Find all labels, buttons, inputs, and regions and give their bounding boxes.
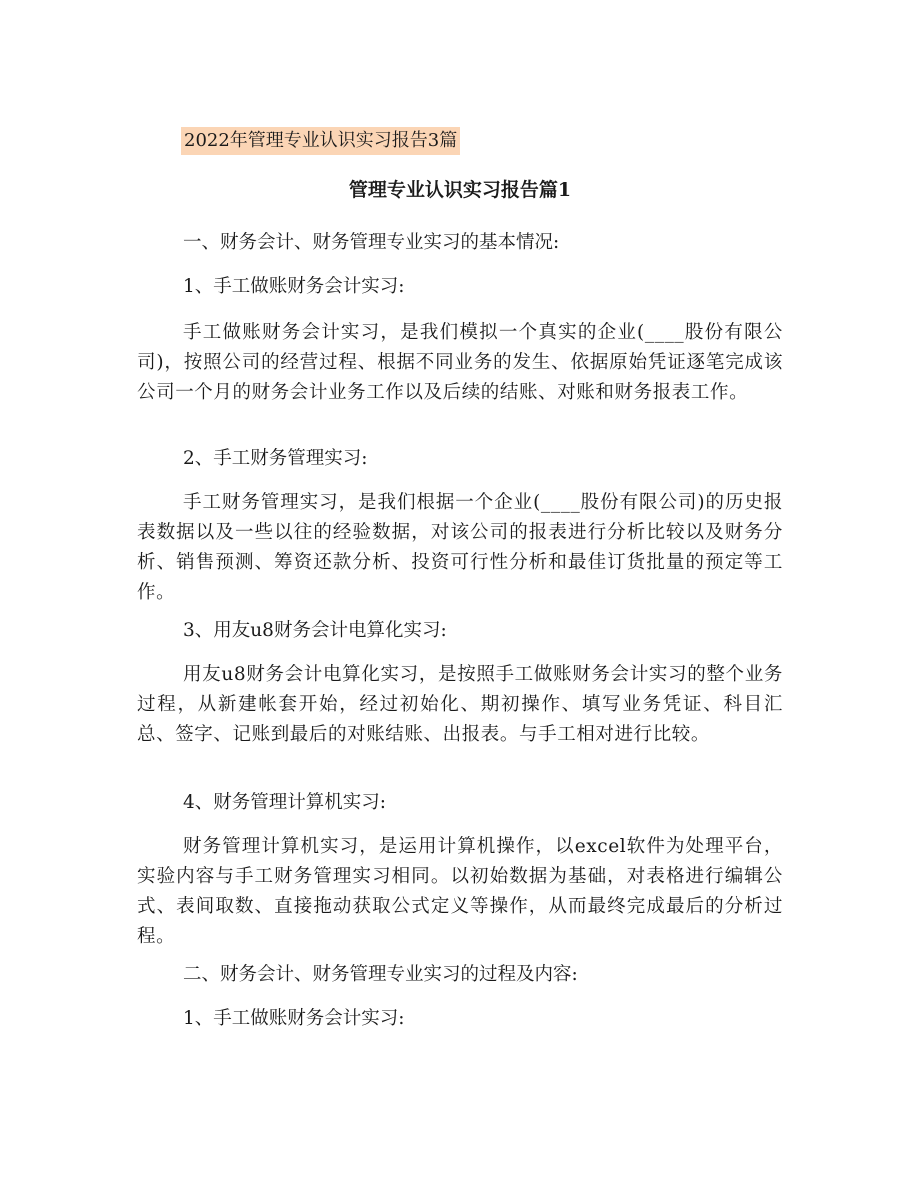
subheading-manual-accounting-2: 1、手工做账财务会计实习: [183,1008,405,1029]
paragraph-manual-finance: 手工财务管理实习，是我们根据一个企业(____股份有限公司)的历史报表数据以及一些以往的经验数据，对该公司的报表进行分析比较以及财务分析、销售预测、筹资还款分析、投资可行性分析和最佳订货批量的预定等工作。 [137,492,783,603]
heading-process-content: 二、财务会计、财务管理专业实习的过程及内容: [183,964,578,985]
document-title: 2022年管理专业认识实习报告3篇 [181,127,460,155]
paragraph-computer-finance: 财务管理计算机实习，是运用计算机操作，以excel软件为处理平台，实验内容与手工财务管理实习相同。以初始数据为基础，对表格进行编辑公式、表间取数、直接拖动获取公式定义等操作，从而最终完成最后的分析过程。 [137,836,783,947]
subheading-manual-finance: 2、手工财务管理实习: [183,448,368,469]
heading-basic-situation: 一、财务会计、财务管理专业实习的基本情况: [183,232,560,253]
section-heading: 管理专业认识实习报告篇1 [348,179,572,201]
subheading-u8-computerized: 3、用友u8财务会计电算化实习: [183,620,447,641]
subheading-manual-accounting: 1、手工做账财务会计实习: [183,276,405,297]
subheading-computer-finance: 4、财务管理计算机实习: [183,792,387,813]
paragraph-manual-accounting: 手工做账财务会计实习，是我们模拟一个真实的企业(____股份有限公司)，按照公司的经营过程、根据不同业务的发生、依据原始凭证逐笔完成该公司一个月的财务会计业务工作以及后续的结账、对账和财务报表工作。 [137,322,783,403]
paragraph-u8-computerized: 用友u8财务会计电算化实习，是按照手工做账财务会计实习的整个业务过程，从新建帐套开始，经过初始化、期初操作、填写业务凭证、科目汇总、签字、记账到最后的对账结账、出报表。与手工相对进行比较。 [137,664,783,745]
